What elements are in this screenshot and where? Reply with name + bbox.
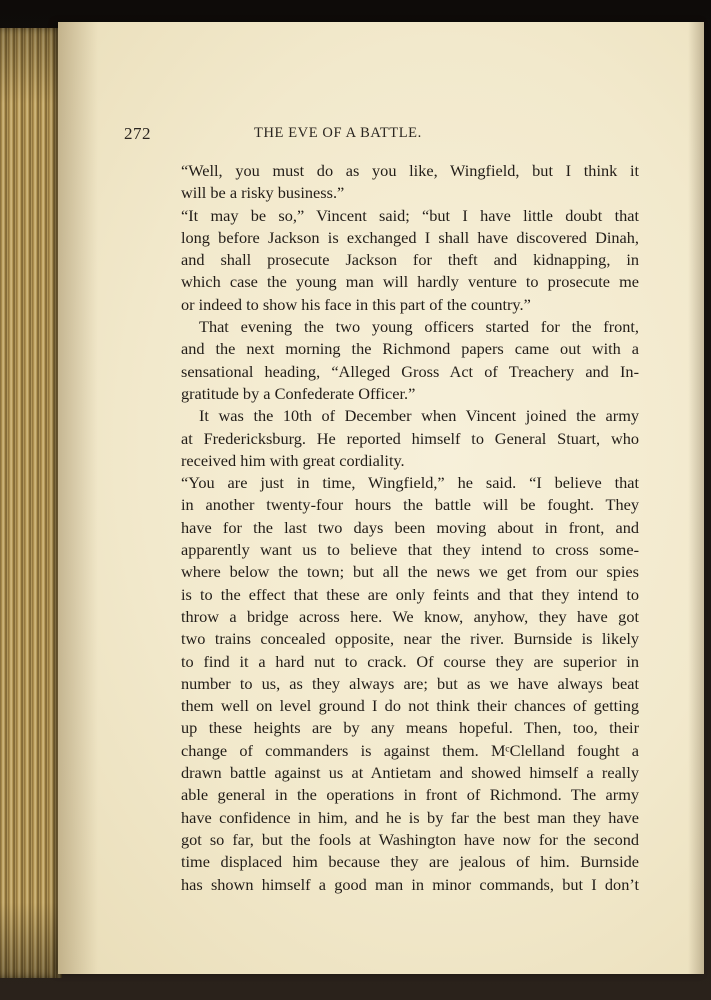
text-line: time displaced him because they are jealous of him. Burnside <box>181 852 639 872</box>
text-line: throw a bridge across here. We know, anyhow, they have got <box>181 606 639 626</box>
text-line: number to us, as they always are; but as we have always beat <box>181 673 639 693</box>
text-line: long before Jackson is exchanged I shall have discovered Dinah, <box>181 227 639 247</box>
text-line: That evening the two young officers started for the front, <box>199 317 639 337</box>
book-page-edges <box>0 28 62 978</box>
text-line: where below the town; but all the news we get from our spies <box>181 562 639 582</box>
text-line: is to the effect that these are only feints and that they intend to <box>181 584 639 604</box>
text-line: apparently want us to believe that they intend to cross some- <box>181 540 639 560</box>
text-line: have confidence in him, and he is by far the best man they have <box>181 807 639 827</box>
running-head <box>124 124 640 148</box>
text-line: in another twenty-four hours the battle will be fought. They <box>181 495 639 515</box>
text-line: “You are just in time, Wingfield,” he said. “I believe that <box>181 473 639 493</box>
text-line: them well on level ground I do not think their chances of getting <box>181 696 639 716</box>
text-line: able general in the operations in front of Richmond. The army <box>181 785 639 805</box>
text-line: “Well, you must do as you like, Wingfield, but I think it <box>181 161 639 180</box>
text-line: sensational heading, “Alleged Gross Act of Treachery and In- <box>181 361 639 381</box>
text-line: change of commanders is against them. MᶜClelland fought a <box>181 740 639 760</box>
text-line: gratitude by a Confederate Officer.” <box>181 383 416 403</box>
text-line: at Fredericksburg. He reported himself to General Stuart, who <box>181 428 639 448</box>
page-number: 272 <box>124 124 151 143</box>
text-line: up these heights are by any means hopeful. Then, too, their <box>181 718 639 738</box>
text-line: drawn battle against us at Antietam and showed himself a really <box>181 763 639 783</box>
text-line: It was the 10th of December when Vincent joined the army <box>199 406 639 426</box>
text-line: “It may be so,” Vincent said; “but I have little doubt that <box>181 205 639 225</box>
text-line: will be a risky business.” <box>181 183 345 203</box>
text-line: two trains concealed opposite, near the river. Burnside is likely <box>181 629 639 649</box>
text-line: and shall prosecute Jackson for theft and kidnapping, in <box>181 250 639 270</box>
running-title: THE EVE OF A BATTLE. <box>254 125 422 141</box>
text-line: has shown himself a good man in minor commands, but I don’t <box>181 874 639 894</box>
text-line: received him with great cordiality. <box>181 450 405 470</box>
text-line: which case the young man will hardly venture to prosecute me <box>181 272 639 292</box>
text-line: or indeed to show his face in this part of the country.” <box>181 294 531 314</box>
text-line: have for the last two days been moving about in front, and <box>181 517 639 537</box>
text-line: and the next morning the Richmond papers came out with a <box>181 339 639 359</box>
body-text <box>181 160 639 896</box>
text-line: to find it a hard nut to crack. Of course they are superior in <box>181 651 639 671</box>
text-line: got so far, but the fools at Washington have now for the second <box>181 829 639 849</box>
